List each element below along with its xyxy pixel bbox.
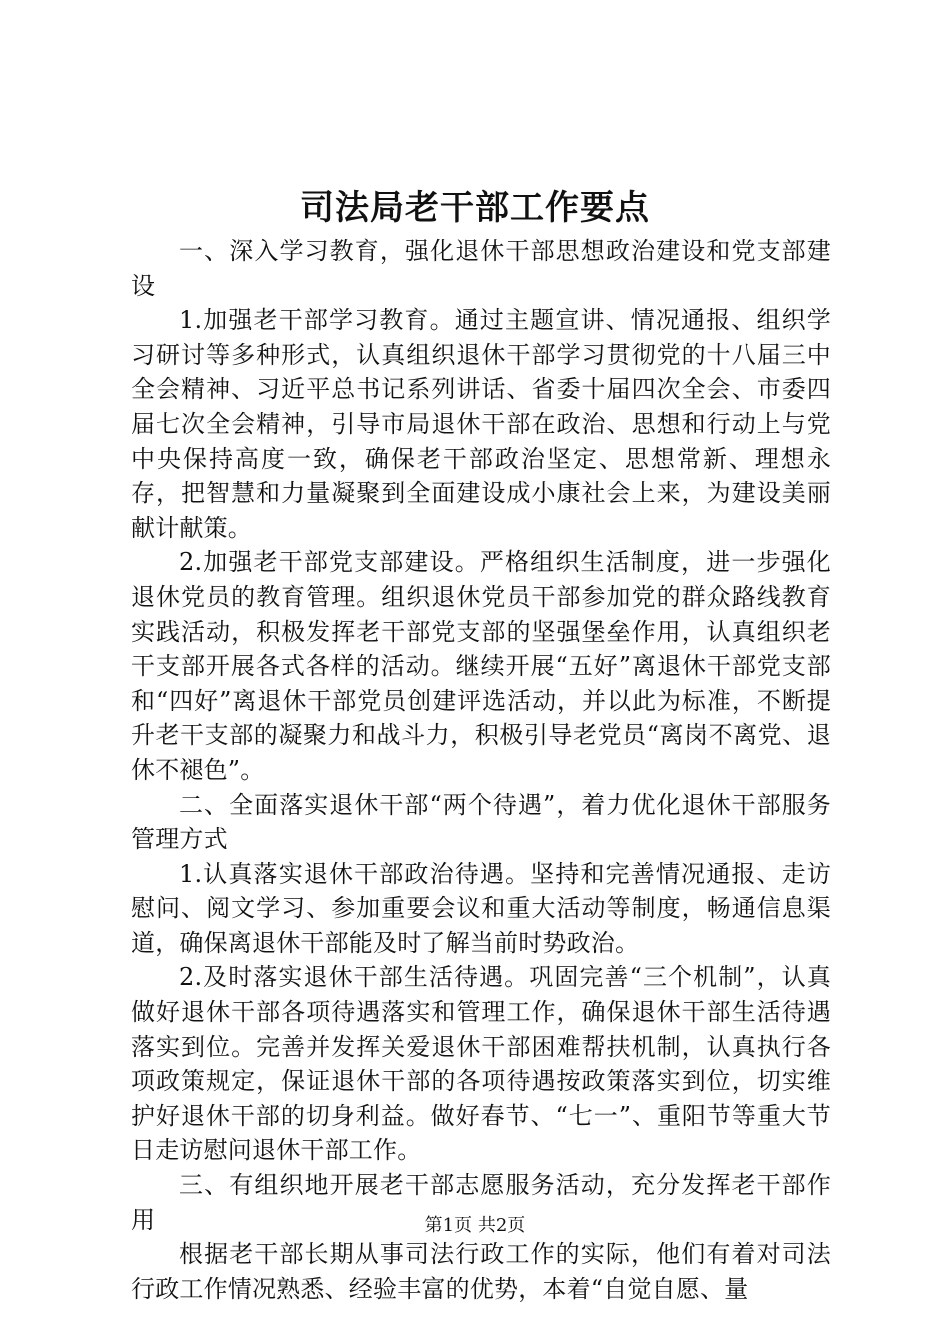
page-footer: 第1页 共2页 xyxy=(424,1215,526,1236)
section-heading-3: 三、有组织地开展老干部志愿服务活动，充分发挥老干部作用 xyxy=(131,1171,831,1234)
paragraph-2-1: 1.认真落实退休干部政治待遇。坚持和完善情况通报、走访慰问、阅文学习、参加重要会议和重大活动等制度，畅通信息渠道，确保离退休干部能及时了解当前时势政治。 xyxy=(131,859,831,957)
paragraph-1-1: 1.加强老干部学习教育。通过主题宣讲、情况通报、组织学习研讨等多种形式，认真组织退休干部学习贯彻党的十八届三中全会精神、习近平总书记系列讲话、省委十届四次全会、市委四届七次全会精神，引导市局退休干部在政治、思想和行动上与党中央保持高度一致，确保老干部政治坚定、思想常新、理想永存，把智慧和力量凝聚到全面建设成小康社会上来，为建设美丽献计献策。 xyxy=(131,306,831,542)
section-heading-2: 二、全面落实退休干部“两个待遇”，着力优化退休干部服务管理方式 xyxy=(131,790,831,854)
section-heading-1: 一、深入学习教育，强化退休干部思想政治建设和党支部建设 xyxy=(131,237,831,300)
paragraph-3-1: 根据老干部长期从事司法行政工作的实际，他们有着对司法行政工作情况熟悉、经验丰富的优势，本着“自觉自愿、量 xyxy=(131,1240,831,1303)
document-body xyxy=(131,234,831,1306)
paragraph-2-2: 2.及时落实退休干部生活待遇。巩固完善“三个机制”，认真做好退休干部各项待遇落实和管理工作，确保退休干部生活待遇落实到位。完善并发挥关爱退休干部困难帮扶机制，认真执行各项政策规定，保证退休干部的各项待遇按政策落实到位，切实维护好退休干部的切身利益。做好春节、“七一”、重阳节等重大节日走访慰问退休干部工作。 xyxy=(131,963,831,1165)
paragraph-1-2: 2.加强老干部党支部建设。严格组织生活制度，进一步强化退休党员的教育管理。组织退休党员干部参加党的群众路线教育实践活动，积极发挥老干部党支部的坚强堡垒作用，认真组织老干支部开展各式各样的活动。继续开展“五好”离退休干部党支部和“四好”离退休干部党员创建评选活动，并以此为标准，不断提升老干支部的凝聚力和战斗力，积极引导老党员“离岗不离党、退休不褪色”。 xyxy=(131,548,831,784)
document-title: 司法局老干部工作要点 xyxy=(300,188,650,228)
